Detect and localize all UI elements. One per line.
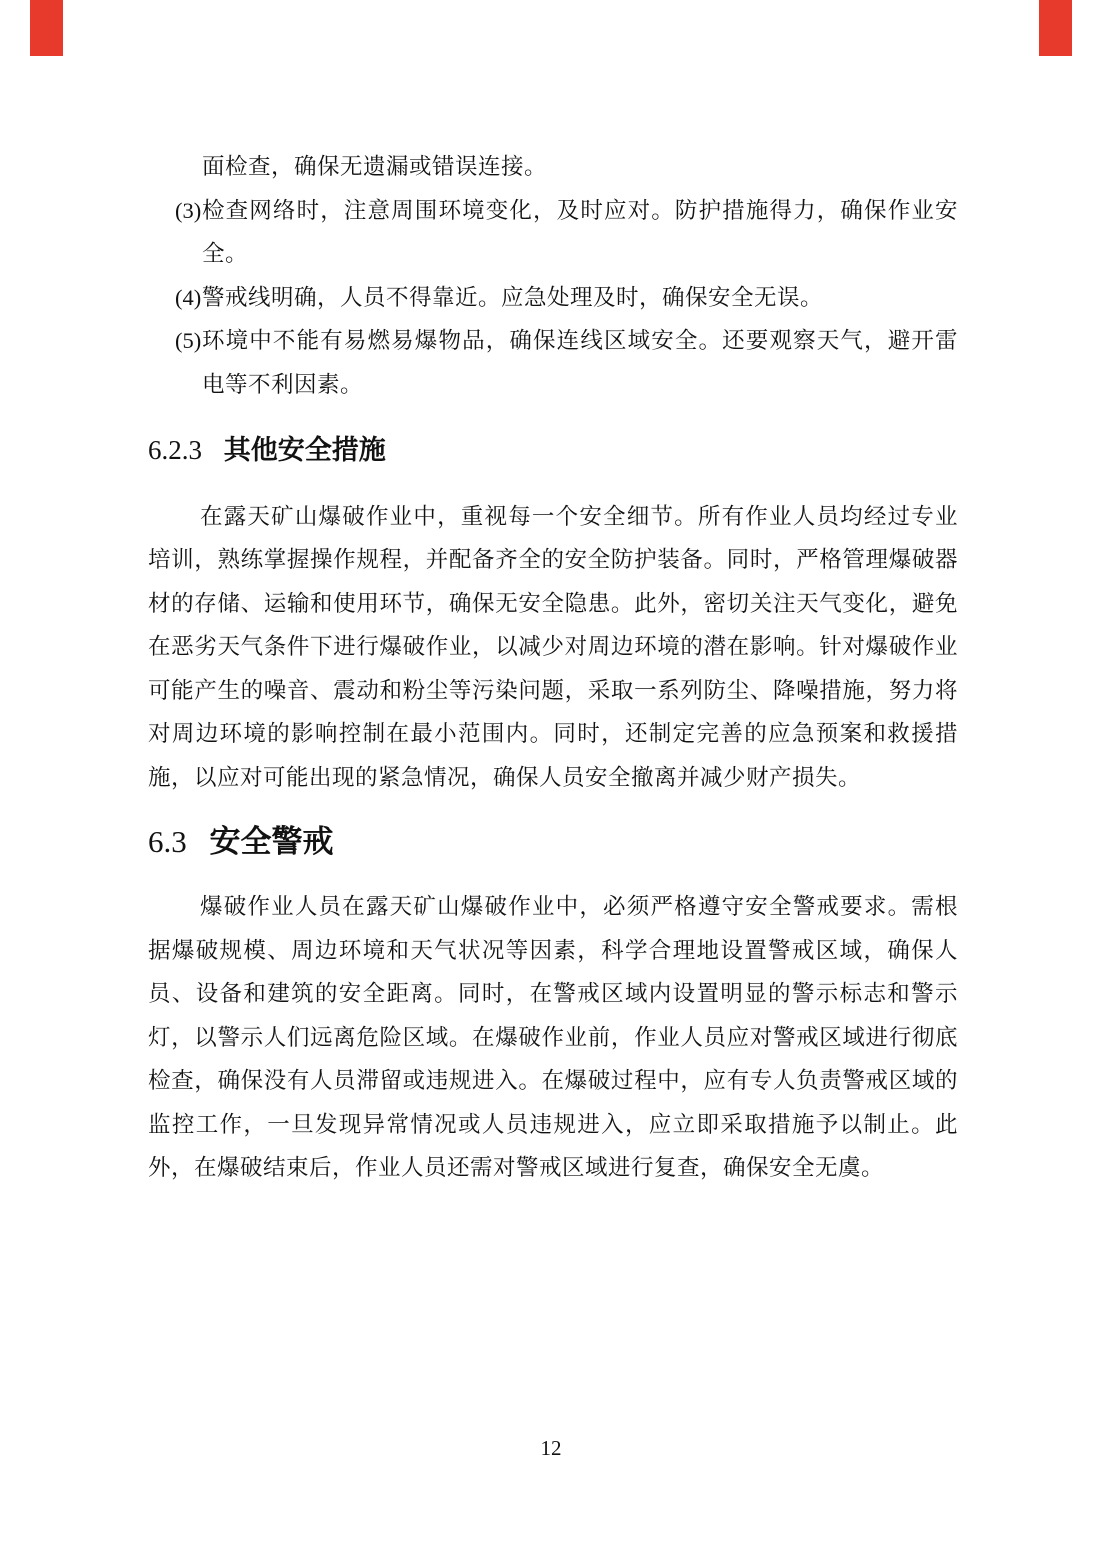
list-item-number: (5) [175, 328, 202, 353]
list-item [148, 189, 958, 276]
section-number: 6.2.3 [148, 435, 202, 465]
section-paragraph: 爆破作业人员在露天矿山爆破作业中，必须严格遵守安全警戒要求。需根据爆破规模、周边环境和天气状况等因素，科学合理地设置警戒区域，确保人员、设备和建筑的安全距离。同时，在警戒区域内设置明显的警示标志和警示灯，以警示人们远离危险区域。在爆破作业前，作业人员应对警戒区域进行彻底检查，确保没有人员滞留或违规进入。在爆破过程中，应有专人负责警戒区域的监控工作，一旦发现异常情况或人员违规进入，应立即采取措施予以制止。此外，在爆破结束后，作业人员还需对警戒区域进行复查，确保安全无虞。 [148, 894, 958, 1180]
section-paragraph: 在露天矿山爆破作业中，重视每一个安全细节。所有作业人员均经过专业培训，熟练掌握操作规程，并配备齐全的安全防护装备。同时，严格管理爆破器材的存储、运输和使用环节，确保无安全隐患。此外，密切关注天气变化，避免在恶劣天气条件下进行爆破作业，以减少对周边环境的潜在影响。针对爆破作业可能产生的噪音、震动和粉尘等污染问题，采取一系列防尘、降噪措施，努力将对周边环境的影响控制在最小范围内。同时，还制定完善的应急预案和救援措施，以应对可能出现的紧急情况，确保人员安全撤离并减少财产损失。 [148, 503, 958, 790]
section-title: 安全警戒 [209, 824, 334, 859]
section-number: 6.3 [148, 824, 187, 859]
red-corner-mark-right [1039, 0, 1072, 56]
list-item-number: (3) [175, 197, 202, 223]
list-item-text: 检查网络时，注意周围环境变化，及时应对。防护措施得力，确保作业安全。 [202, 197, 958, 266]
list-item [148, 319, 958, 406]
list-item-continuation-line: 面检查，确保无遗漏或错误连接。 [202, 154, 548, 179]
page-number: 12 [540, 1436, 562, 1460]
list-item-text: 警戒线明确，人员不得靠近。应急处理及时，确保安全无误。 [202, 284, 824, 310]
list-item [148, 276, 958, 320]
red-corner-mark-left [30, 0, 63, 56]
page-content [148, 145, 958, 1190]
list-item-number: (4) [175, 284, 202, 310]
section-heading-6-3 [148, 819, 958, 864]
section-heading-6-2-3 [148, 429, 958, 473]
section-title: 其他安全措施 [223, 435, 386, 465]
list-item-text: 环境中不能有易燃易爆物品，确保连线区域安全。还要观察天气，避开雷电等不利因素。 [202, 328, 958, 397]
